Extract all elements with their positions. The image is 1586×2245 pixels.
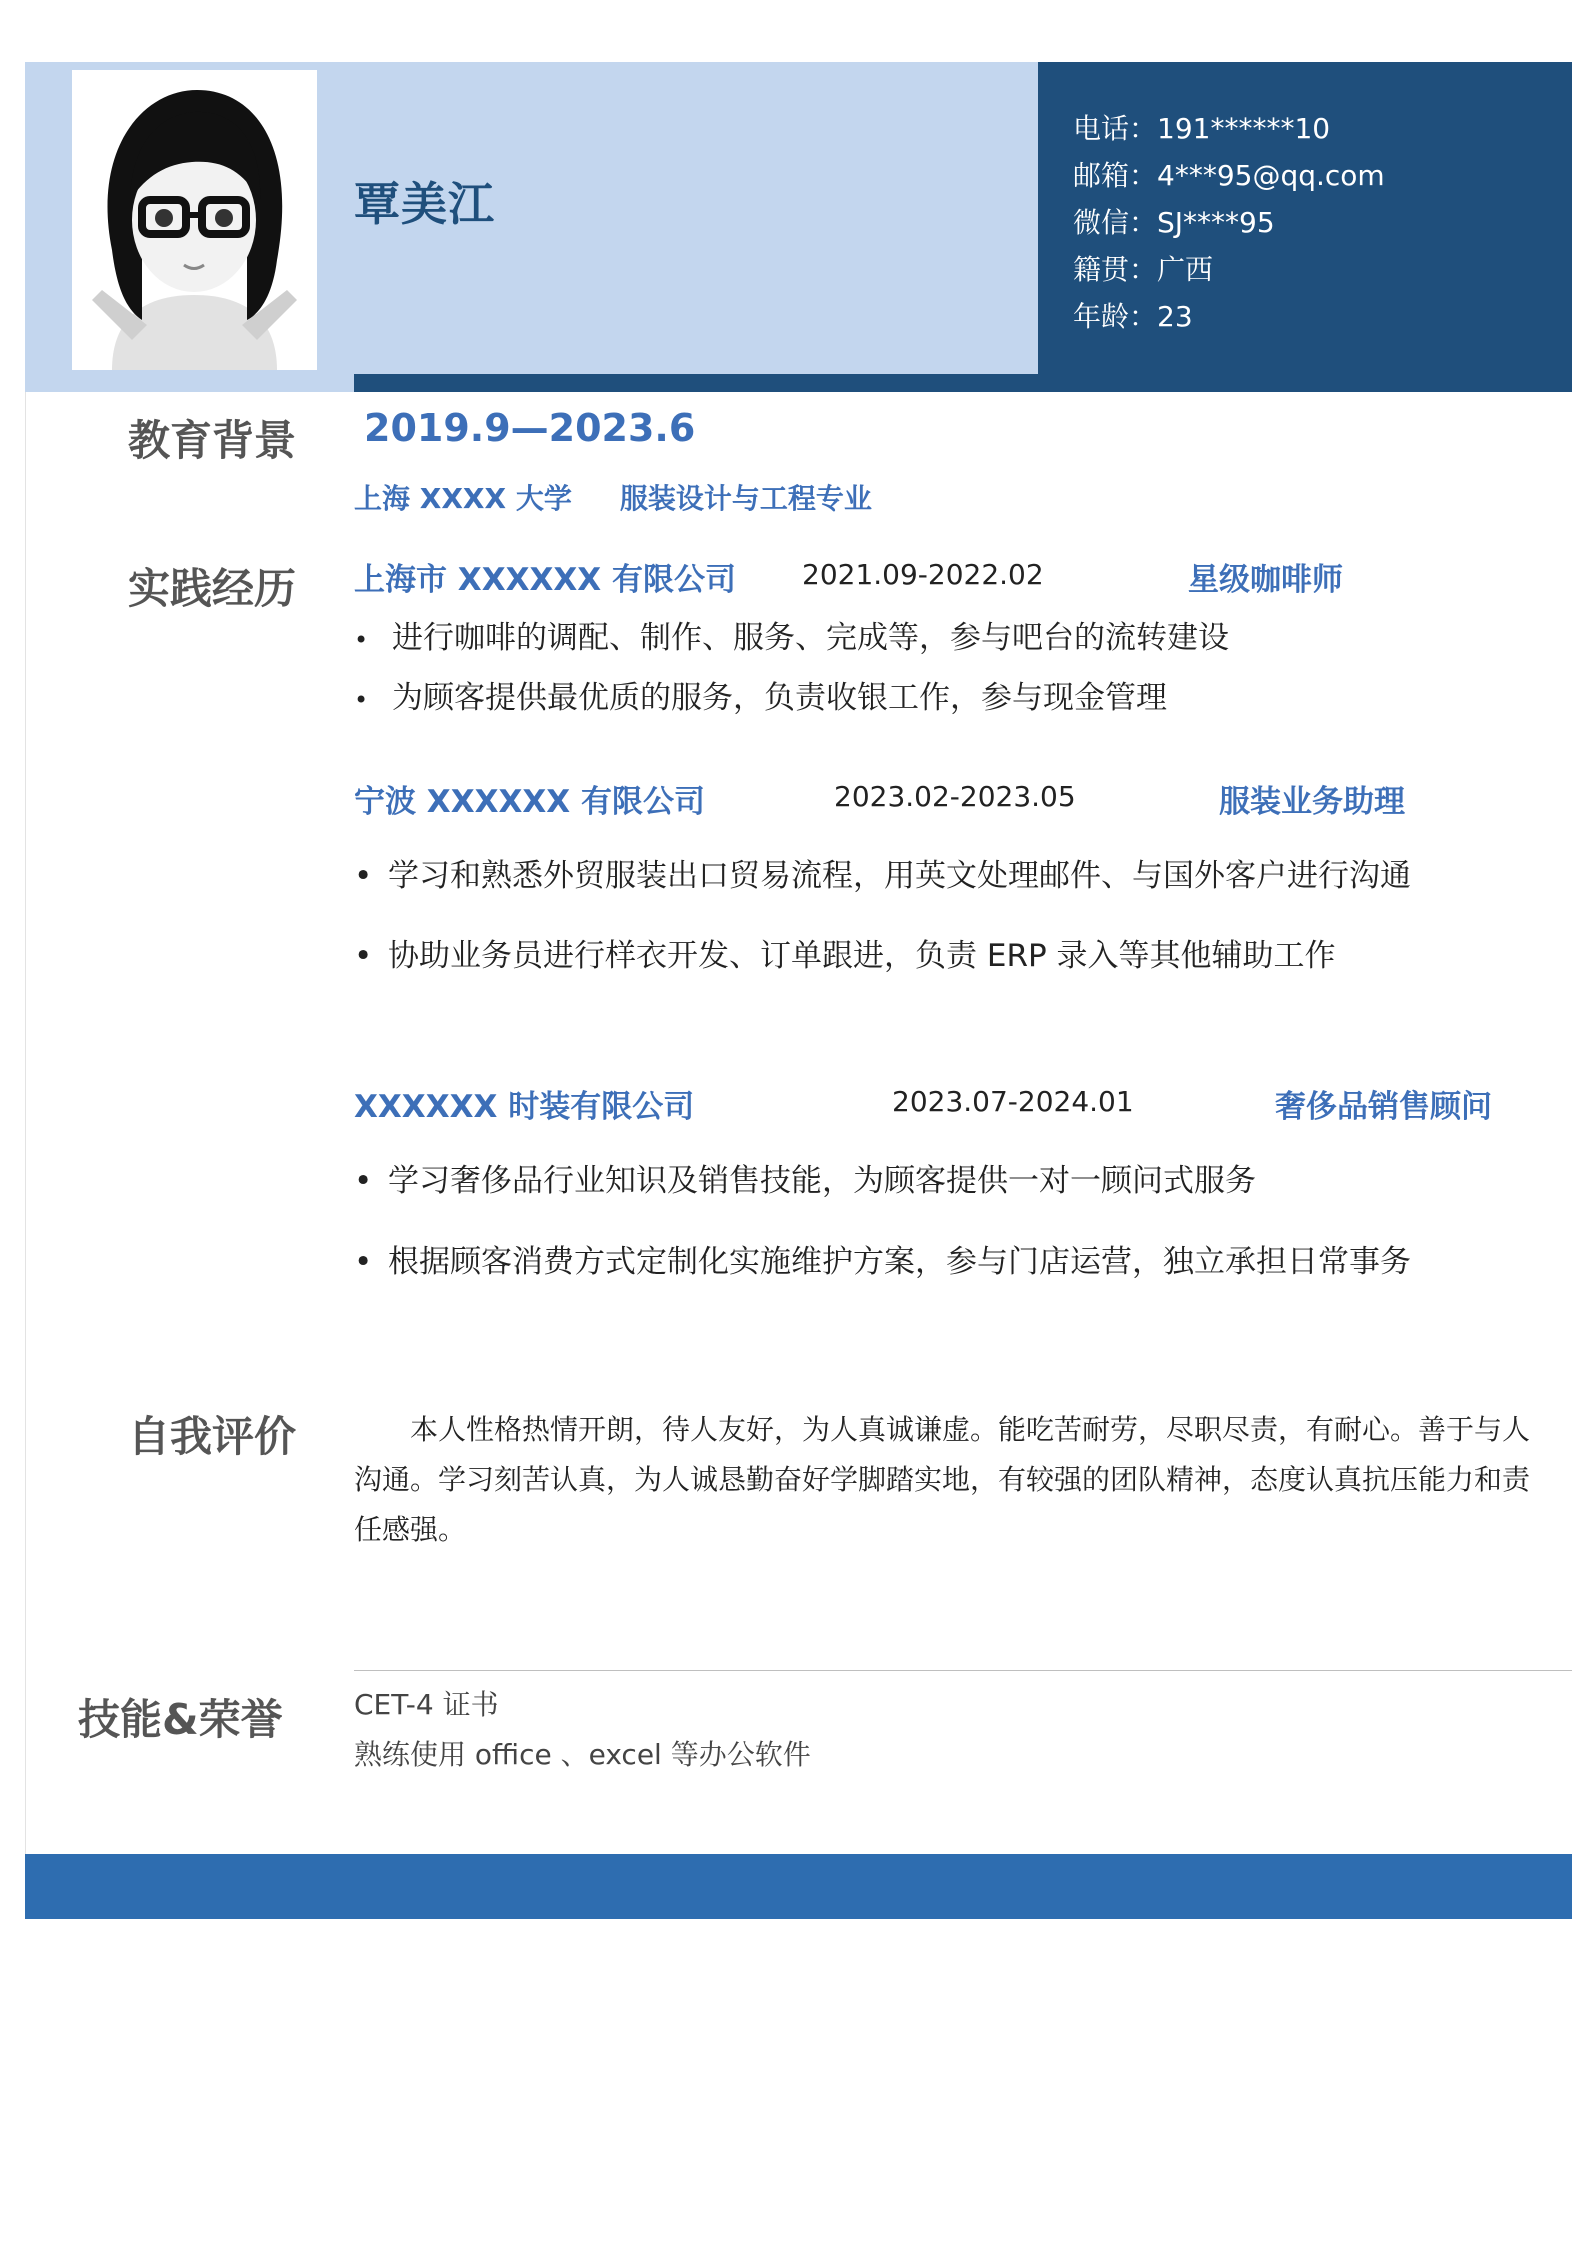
job-bullet: • 学习奢侈品行业知识及销售技能，为顾客提供一对一顾问式服务	[354, 1163, 1256, 1199]
contact-wechat: 微信：SJ****95	[1073, 206, 1275, 239]
education-detail	[354, 477, 872, 517]
bullet-dot-icon: •	[354, 1244, 373, 1280]
section-title-self-evaluation: 自我评价	[128, 1412, 297, 1461]
candidate-name: 覃美江	[354, 177, 495, 231]
section-title-skills: 技能&荣誉	[78, 1695, 283, 1744]
job-bullet: • 协助业务员进行样衣开发、订单跟进，负责 ERP 录入等其他辅助工作	[354, 938, 1336, 974]
job-period: 2023.07-2024.01	[892, 1085, 1134, 1118]
skills-list	[354, 1680, 811, 1780]
job-company: 宁波 XXXXXX 有限公司	[354, 784, 705, 820]
avatar	[72, 70, 317, 370]
job-period: 2021.09-2022.02	[802, 558, 1044, 591]
avatar-illustration	[72, 70, 317, 370]
education-period: 2019.9—2023.6	[364, 406, 696, 450]
job-period: 2023.02-2023.05	[834, 780, 1076, 813]
contact-email: 邮箱：4***95@qq.com	[1073, 159, 1385, 192]
bullet-dot-icon: •	[354, 626, 369, 654]
contact-age: 年龄：23	[1073, 300, 1193, 333]
section-title-experience: 实践经历	[128, 564, 297, 613]
self-evaluation-text: 本人性格热情开朗，待人友好，为人真诚谦虚。能吃苦耐劳，尽职尽责，有耐心。善于与人沟通。学习刻苦认真，为人诚恳勤奋好学脚踏实地，有较强的团队精神，态度认真抗压能力和责任感强。	[354, 1413, 1531, 1546]
contact-hometown: 籍贯：广西	[1073, 253, 1214, 286]
footer-band	[25, 1854, 1572, 1919]
job-company: 上海市 XXXXXX 有限公司	[354, 562, 736, 598]
bullet-dot-icon: •	[354, 1163, 373, 1199]
job-role: 服装业务助理	[1219, 784, 1405, 820]
skill-item: CET-4 证书	[354, 1688, 499, 1721]
bullet-dot-icon: •	[354, 858, 373, 894]
job-bullet: • 进行咖啡的调配、制作、服务、完成等，参与吧台的流转建设	[354, 620, 1229, 656]
job-bullet: • 学习和熟悉外贸服装出口贸易流程，用英文处理邮件、与国外客户进行沟通	[354, 858, 1411, 894]
skill-item: 熟练使用 office 、excel 等办公软件	[354, 1738, 811, 1771]
job-role: 奢侈品销售顾问	[1275, 1089, 1492, 1125]
contact-phone: 电话：191******10	[1073, 112, 1331, 145]
job-company: XXXXXX 时装有限公司	[354, 1089, 695, 1125]
header-underline-bar	[354, 374, 1572, 392]
section-title-education: 教育背景	[128, 416, 297, 465]
education-school: 上海 XXXX 大学	[354, 482, 572, 515]
bullet-dot-icon: •	[354, 938, 373, 974]
skills-divider	[354, 1670, 1572, 1671]
page-left-border	[25, 392, 26, 1854]
education-major: 服装设计与工程专业	[619, 482, 872, 515]
job-role: 星级咖啡师	[1188, 562, 1343, 598]
bullet-dot-icon: •	[354, 686, 369, 714]
contact-list	[1073, 105, 1385, 340]
job-bullet: • 根据顾客消费方式定制化实施维护方案，参与门店运营，独立承担日常事务	[354, 1244, 1411, 1280]
job-bullet: • 为顾客提供最优质的服务，负责收银工作，参与现金管理	[354, 680, 1167, 716]
